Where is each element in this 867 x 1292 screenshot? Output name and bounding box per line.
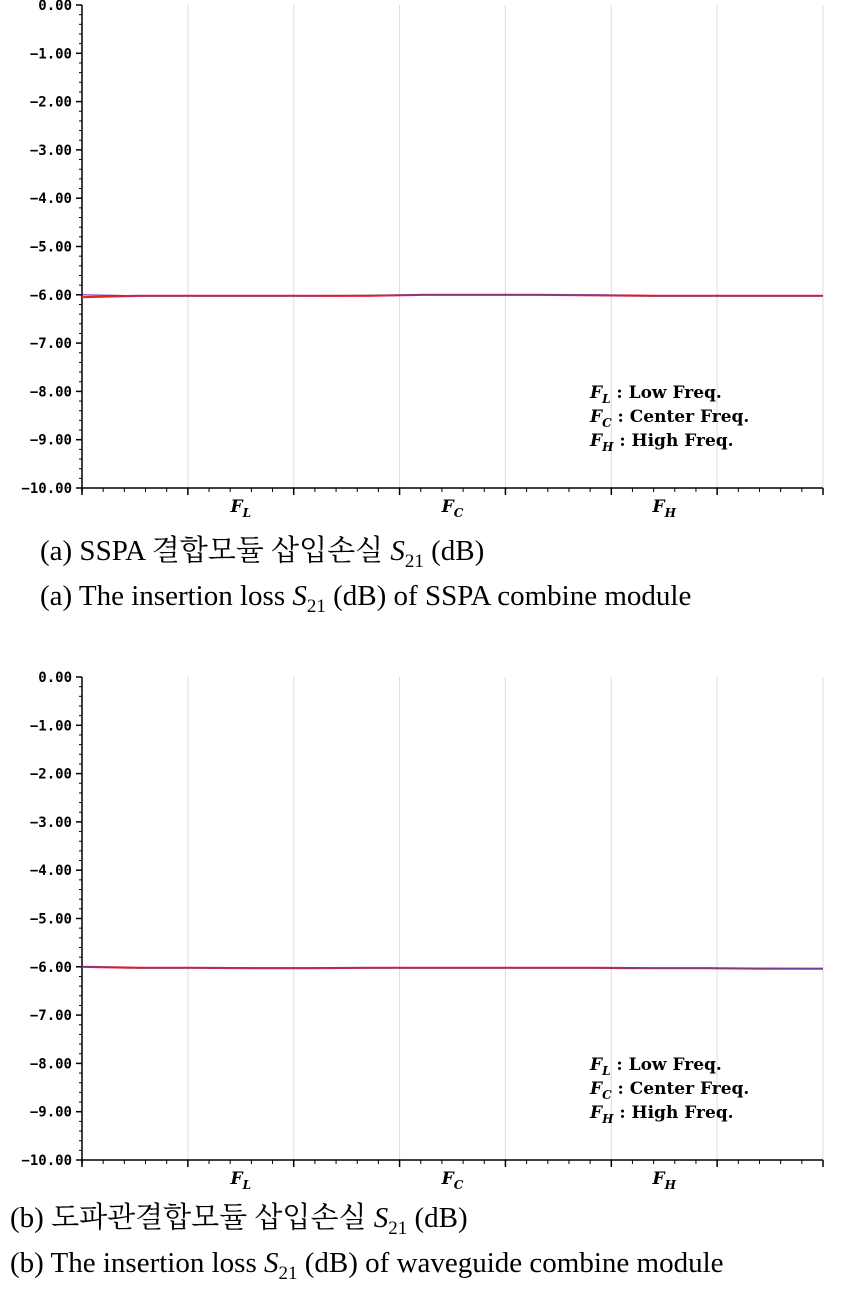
y-tick-label: −2.00 bbox=[29, 94, 72, 111]
y-tick-label: −2.00 bbox=[29, 766, 72, 783]
y-tick-label: −7.00 bbox=[29, 1008, 72, 1025]
y-tick-label: −10.00 bbox=[21, 481, 72, 497]
caption-b-english-symbol: S bbox=[264, 1247, 279, 1279]
caption-b-english-prefix: (b) The insertion loss bbox=[10, 1247, 264, 1279]
y-tick-label: −1.00 bbox=[29, 718, 72, 735]
x-tick-label: $F_C$ bbox=[441, 497, 464, 520]
chart-b-svg bbox=[0, 670, 827, 1192]
y-tick-label: −4.00 bbox=[29, 191, 72, 208]
legend-entry: $F_L$ : Low Freq. bbox=[590, 1055, 722, 1078]
caption-b-korean-prefix: (b) 도파관결합모듈 삽입손실 bbox=[10, 1202, 374, 1234]
legend-entry: $F_C$ : Center Freq. bbox=[590, 407, 750, 430]
caption-a-english-suffix: (dB) of SSPA combine module bbox=[325, 580, 692, 612]
caption-a-english bbox=[40, 578, 867, 625]
caption-b-english-subscript: 21 bbox=[278, 1262, 298, 1284]
caption-b-english bbox=[10, 1245, 837, 1292]
y-tick-label: 0.00 bbox=[38, 670, 72, 686]
x-tick-label: $F_L$ bbox=[230, 497, 252, 520]
caption-a-korean-symbol: S bbox=[390, 535, 405, 567]
y-tick-label: −10.00 bbox=[21, 1153, 72, 1169]
chart-a-svg bbox=[0, 0, 827, 520]
caption-a-english-prefix: (a) The insertion loss bbox=[40, 580, 293, 612]
y-tick-label: −6.00 bbox=[29, 287, 72, 304]
caption-b-english-suffix: (dB) of waveguide combine module bbox=[297, 1247, 724, 1279]
caption-a-english-symbol: S bbox=[292, 580, 307, 612]
y-tick-label: −3.00 bbox=[29, 142, 72, 159]
y-tick-label: −5.00 bbox=[29, 239, 72, 256]
caption-b-korean-suffix: (dB) bbox=[407, 1202, 468, 1234]
y-tick-label: −9.00 bbox=[29, 432, 72, 449]
x-tick-label: $F_C$ bbox=[441, 1169, 464, 1192]
caption-a-korean-prefix: (a) SSPA 결합모듈 삽입손실 bbox=[40, 535, 391, 567]
y-tick-label: −9.00 bbox=[29, 1104, 72, 1121]
caption-a-korean-suffix: (dB) bbox=[423, 535, 485, 567]
x-tick-label: $F_H$ bbox=[652, 1169, 676, 1192]
legend-entry: $F_H$ : High Freq. bbox=[590, 1103, 734, 1126]
caption-b-korean-subscript: 21 bbox=[388, 1217, 408, 1239]
chart-a bbox=[0, 0, 827, 520]
y-tick-label: −1.00 bbox=[29, 46, 72, 63]
y-tick-label: −7.00 bbox=[29, 336, 72, 353]
legend-entry: $F_H$ : High Freq. bbox=[590, 431, 734, 454]
y-tick-label: −4.00 bbox=[29, 863, 72, 880]
caption-b-korean bbox=[10, 1200, 837, 1247]
y-tick-label: −3.00 bbox=[29, 814, 72, 831]
legend-entry: $F_C$ : Center Freq. bbox=[590, 1079, 750, 1102]
y-tick-label: −5.00 bbox=[29, 911, 72, 928]
x-tick-label: $F_L$ bbox=[230, 1169, 252, 1192]
y-tick-label: −8.00 bbox=[29, 384, 72, 401]
caption-a-english-subscript: 21 bbox=[306, 595, 326, 617]
y-tick-label: −6.00 bbox=[29, 959, 72, 976]
caption-a-korean-subscript: 21 bbox=[404, 550, 424, 572]
legend-entry: $F_L$ : Low Freq. bbox=[590, 383, 722, 406]
y-tick-label: −8.00 bbox=[29, 1056, 72, 1073]
y-tick-label: 0.00 bbox=[38, 0, 72, 14]
x-tick-label: $F_H$ bbox=[652, 497, 676, 520]
chart-b bbox=[0, 670, 827, 1192]
caption-a-korean bbox=[40, 533, 867, 580]
caption-b-korean-symbol: S bbox=[373, 1202, 389, 1234]
